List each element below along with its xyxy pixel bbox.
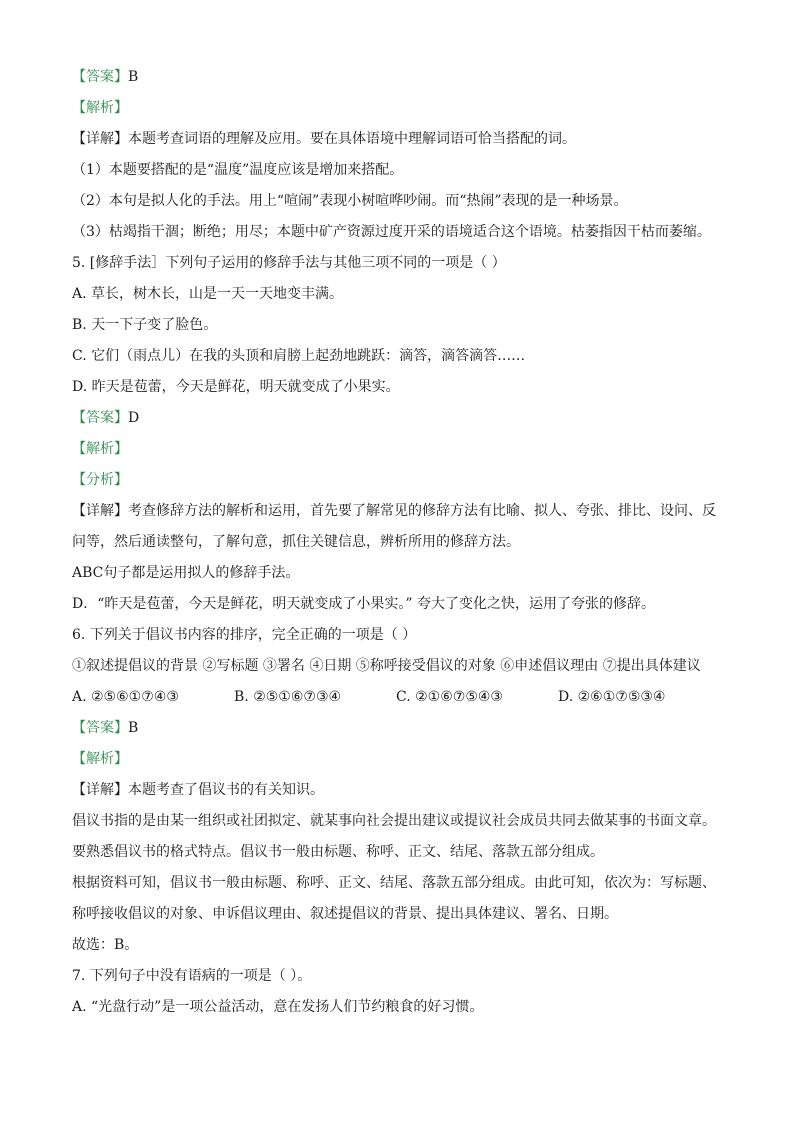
q6-detail-line — [72, 775, 724, 806]
q6-options — [72, 682, 724, 713]
q5-answer-line — [72, 403, 724, 434]
q7-option-a: A. “光盘行动”是一项公益活动，意在发扬人们节约粮食的好习惯。 — [72, 999, 484, 1015]
q4-detail-line — [72, 124, 724, 155]
q5-detail-paragraph — [72, 496, 724, 558]
q5-option-d: D. 昨天是苞蕾，今天是鲜花，明天就变成了小果实。 — [72, 379, 400, 395]
document-page — [72, 62, 724, 1023]
analysis-tag: 【解析】 — [72, 100, 128, 116]
q5-analyze-line — [72, 465, 724, 496]
answer-value: B — [128, 720, 139, 736]
answer-value: B — [128, 69, 139, 85]
q4-point-1: （1）本题要搭配的是“温度”温度应该是增加来搭配。 — [72, 162, 404, 178]
analyze-tag: 【分析】 — [72, 472, 128, 488]
detail-tag: 【详解】 — [72, 503, 128, 519]
answer-tag: 【答案】 — [72, 720, 128, 736]
q6-question: 6. 下列关于倡议书内容的排序，完全正确的一项是（ ） — [72, 627, 417, 643]
q5-d-line: D．“昨天是苞蕾，今天是鲜花，明天就变成了小果实。” 夸大了变化之快，运用了夸张的修辞。 — [72, 596, 655, 612]
q6-option-a: A. ②⑤⑥①⑦④③ — [72, 689, 179, 705]
q5-option-c: C. 它们（雨点儿）在我的头顶和肩膀上起劲地跳跃：滴答，滴答滴答…… — [72, 348, 526, 364]
q6-analysis-line — [72, 744, 724, 775]
q4-point-2: （2）本句是拟人化的手法。用上“喧闹”表现小树喧哗吵闹。而“热闹”表现的是一种场景。 — [72, 193, 628, 209]
detail-text: 本题考查了倡议书的有关知识。 — [128, 782, 324, 798]
analysis-tag: 【解析】 — [72, 441, 128, 457]
q5-option-a: A. 草长，树木长，山是一天一天地变丰满。 — [72, 286, 344, 302]
q6-option-c: C. ②①⑥⑦⑤④③ — [396, 689, 503, 705]
detail-tag: 【详解】 — [72, 782, 128, 798]
detail-tag: 【详解】 — [72, 131, 128, 147]
q7-question: 7. 下列句子中没有语病的一项是（ ）。 — [72, 968, 312, 984]
q5-question: 5. [修辞手法］下列句子运用的修辞手法与其他三项不同的一项是（ ） — [72, 255, 506, 271]
q6-option-d: D. ②⑥①⑦⑤③④ — [558, 689, 666, 705]
q6-conclusion: 故选：B。 — [72, 937, 139, 953]
answer-tag: 【答案】 — [72, 410, 128, 426]
q5-analysis-line — [72, 434, 724, 465]
q5-abc-line: ABC句子都是运用拟人的修辞手法。 — [72, 565, 300, 581]
q6-items: ①叙述提倡议的背景 ②写标题 ③署名 ④日期 ⑤称呼接受倡议的对象 ⑥申述倡议理由 ⑦提出具体建议 — [72, 658, 701, 674]
analysis-tag: 【解析】 — [72, 751, 128, 767]
q6-option-b: B. ②⑤①⑥⑦③④ — [234, 689, 342, 705]
answer-value: D — [128, 410, 140, 426]
q4-point-3: （3）枯竭指干涸；断绝；用尽；本题中矿产资源过度开采的语境适合这个语境。枯萎指因干枯而萎缩。 — [72, 224, 711, 240]
q4-answer-line — [72, 62, 724, 93]
q5-option-b: B. 天一下子变了脸色。 — [72, 317, 218, 333]
q6-definition-paragraph: 倡议书指的是由某一组织或社团拟定、就某事向社会提出建议或提议社会成员共同去做某事的书面文章。要熟悉倡议书的格式特点。倡议书一般由标题、称呼、正文、结尾、落款五部分组成。 — [72, 813, 716, 860]
detail-text: 本题考查词语的理解及应用。要在具体语境中理解词语可恰当搭配的词。 — [128, 131, 576, 147]
detail-text: 考查修辞方法的解析和运用，首先要了解常见的修辞方法有比喻、拟人、夸张、排比、设问、反问等，然后通读整句，了解句意，抓住关键信息，辨析所用的修辞方法。 — [72, 503, 716, 550]
q4-analysis-line — [72, 93, 724, 124]
q6-reasoning-paragraph: 根据资料可知，倡议书一般由标题、称呼、正文、结尾、落款五部分组成。由此可知，依次为：写标题、称呼接收倡议的对象、申诉倡议理由、叙述提倡议的背景、提出具体建议、署名、日期。 — [72, 875, 716, 922]
q6-answer-line — [72, 713, 724, 744]
answer-tag: 【答案】 — [72, 69, 128, 85]
